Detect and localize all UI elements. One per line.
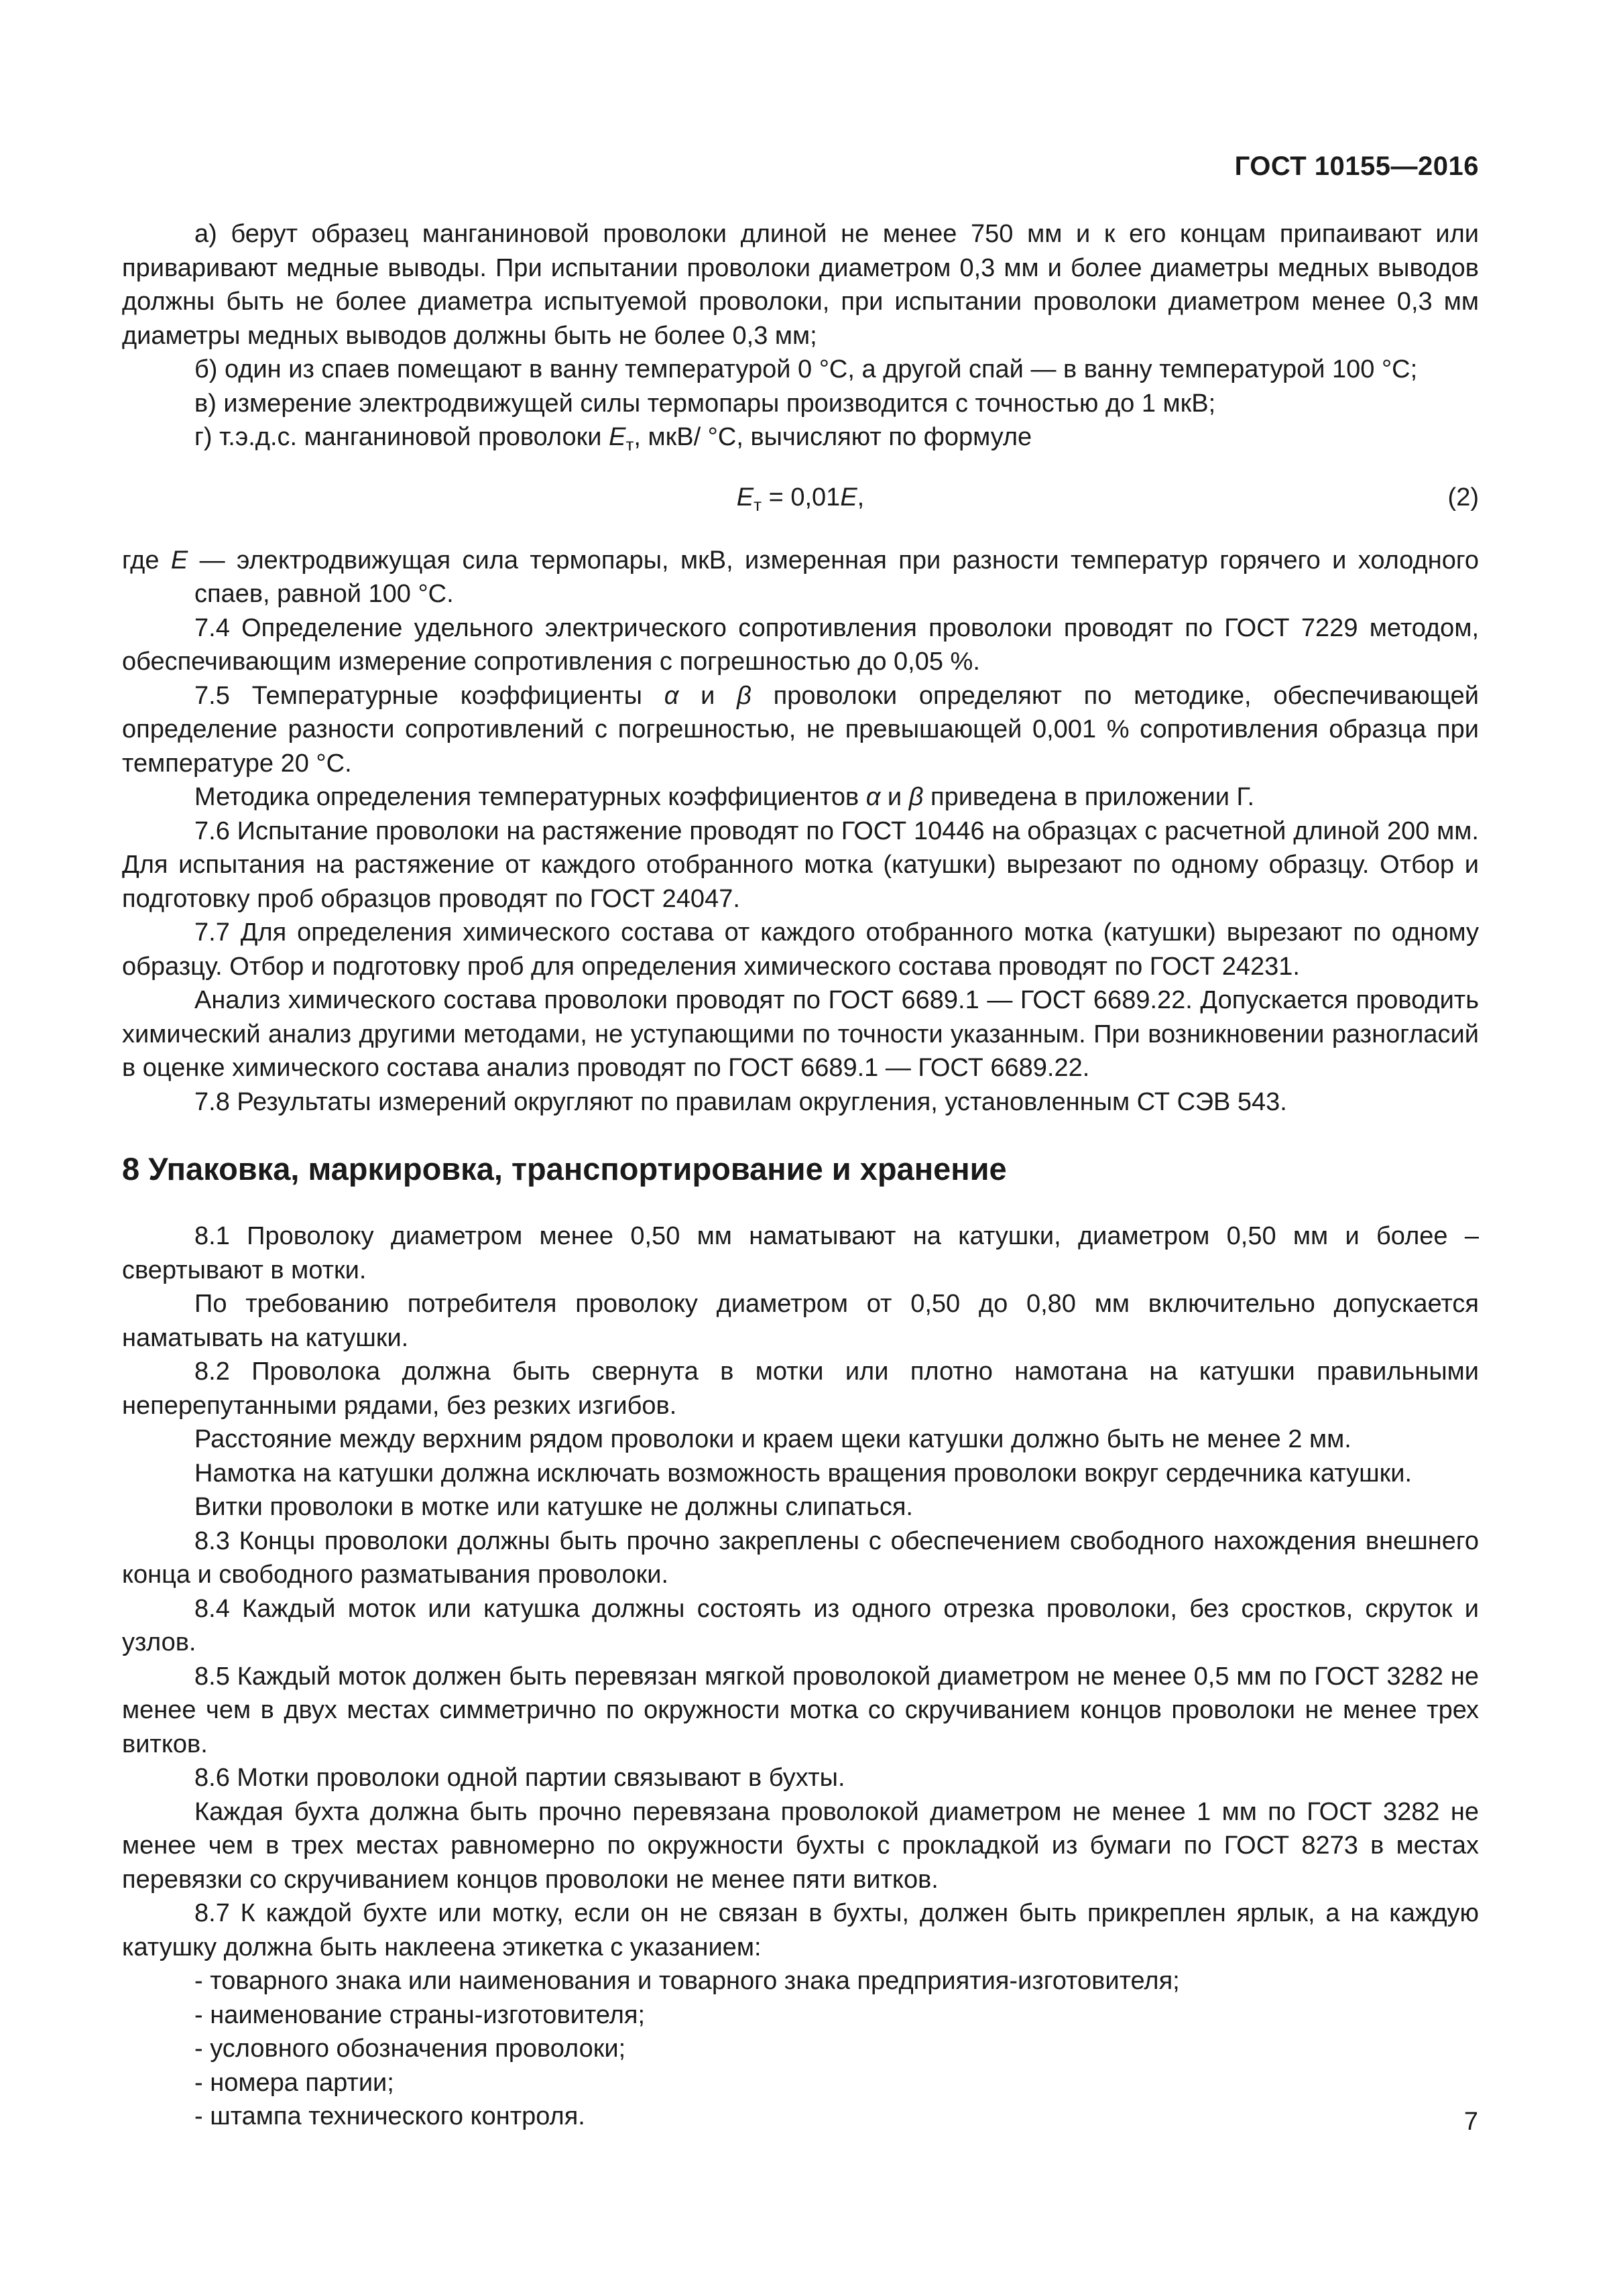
paragraph-8-7: 8.7 К каждой бухте или мотку, если он не связан в бухты, должен быть прикреплен ярлык, а на каждую катушку должна быть наклеена этикетка с указанием:: [122, 1899, 1479, 1961]
formula-2: [122, 481, 1479, 514]
list-item: - штампа технического контроля.: [194, 2102, 585, 2130]
where-variable: E: [170, 546, 188, 575]
page-body: [122, 217, 1479, 2134]
paragraph-8-2-c: Намотка на катушки должна исключать возможность вращения проволоки вокруг сердечника катушки.: [194, 1459, 1412, 1488]
paragraph-g: [122, 420, 1479, 457]
beta-symbol-2: β: [908, 783, 924, 811]
paragraph-7-6: 7.6 Испытание проволоки на растяжение проводят по ГОСТ 10446 на образцах с расчетной длиной 200 мм. Для испытания на растяжение от каждого отобранного мотка (катушки) вырезают по одному образцу. Отбор и подготовку проб образцов проводят по ГОСТ 24047.: [122, 817, 1479, 913]
paragraph-8-2-d: Витки проволоки в мотке или катушке не должны слипаться.: [194, 1493, 913, 1521]
paragraph-7-8: 7.8 Результаты измерений округляют по правилам округления, установленным СТ СЭВ 543.: [194, 1087, 1287, 1116]
paragraph-b: б) один из спаев помещают в ванну температурой 0 °С, а другой спай — в ванну температурой 100 °С;: [194, 355, 1418, 383]
paragraph-7-4: 7.4 Определение удельного электрического сопротивления проволоки проводят по ГОСТ 7229 методом, обеспечивающим измерение сопротивления с погрешностью до 0,05 %.: [122, 613, 1479, 676]
paragraph-8-6-b: Каждая бухта должна быть прочно перевязана проволокой диаметром не менее 1 мм по ГОСТ 3282 не менее чем в трех местах равномерно по окружности бухты с прокладкой из бумаги по ГОСТ 8273 в местах перевязки со скручиванием концов проволоки не менее пяти витков.: [122, 1797, 1479, 1894]
paragraph-g-variable: E: [609, 423, 626, 451]
p7-5-end: проволоки определяют по методике, обеспечивающей определение разности сопротивлений с погрешностью, не превышающей 0,001 % сопротивления образца при температуре 20 °С.: [122, 681, 1480, 778]
page-number: 7: [1463, 2108, 1478, 2136]
paragraph-7-5: [122, 679, 1479, 781]
paragraph-7-7: 7.7 Для определения химического состава от каждого отобранного мотка (катушки) вырезают по одному образцу. Отбор и подготовку проб для определения химического состава проводят по ГОСТ 24231.: [122, 918, 1479, 981]
paragraph-v: в) измерение электродвижущей силы термопары производится с точностью до 1 мкВ;: [194, 389, 1216, 418]
paragraph-7-7-analysis: Анализ химического состава проволоки проводят по ГОСТ 6689.1 — ГОСТ 6689.22. Допускается проводить химический анализ другими методами, не уступающими по точности указанным. При возникновении разногласий в оценке химического состава анализ проводят по ГОСТ 6689.1 — ГОСТ 6689.22.: [122, 986, 1479, 1082]
label-contents-list: [122, 1964, 1479, 2134]
alpha-symbol-2: α: [865, 783, 881, 811]
formula-rhs-variable: E: [840, 483, 857, 511]
formula-explanation: [122, 544, 1479, 611]
method-end: приведена в приложении Г.: [923, 783, 1255, 811]
paragraph-8-5: 8.5 Каждый моток должен быть перевязан мягкой проволокой диаметром не менее 0,5 мм по ГОСТ 3282 не менее чем в двух местах симметрично по окружности мотка со скручиванием концов проволоки не менее трех витков.: [122, 1662, 1479, 1758]
method-start: Методика определения температурных коэффициентов: [194, 783, 866, 811]
p7-5-and: и: [678, 681, 737, 710]
p7-5-start: 7.5 Температурные коэффициенты: [194, 681, 664, 710]
paragraph-8-6: 8.6 Мотки проволоки одной партии связывают в бухты.: [194, 1764, 845, 1792]
alpha-symbol: α: [664, 681, 679, 710]
paragraph-8-2: 8.2 Проволока должна быть свернута в мотки или плотно намотана на катушки правильными неперепутанными рядами, без резких изгибов.: [122, 1357, 1479, 1420]
paragraph-8-4: 8.4 Каждый моток или катушка должны состоять из одного отрезка проволоки, без сростков, скруток и узлов.: [122, 1594, 1479, 1656]
paragraph-g-prefix: г) т.э.д.с. манганиновой проволоки: [194, 423, 609, 451]
paragraph-8-2-b: Расстояние между верхним рядом проволоки и краем щеки катушки должно быть не менее 2 мм.: [194, 1425, 1351, 1453]
standard-code: ГОСТ 10155—2016: [1234, 152, 1479, 181]
paragraph-g-subscript: т: [625, 434, 634, 455]
paragraph-a: а) берут образец манганиновой проволоки длиной не менее 750 мм и к его концам припаивают или приваривают медные выводы. При испытании проволоки диаметром 0,3 мм и более диаметры медных выводов должны быть не более диаметра испытуемой проволоки, при испытании проволоки диаметром менее 0,3 мм диаметры медных выводов должны быть не более 0,3 мм;: [122, 220, 1479, 350]
list-item: - условного обозначения проволоки;: [194, 2035, 626, 2063]
paragraph-8-3: 8.3 Концы проволоки должны быть прочно закреплены с обеспечением свободного нахождения внешнего конца и свободного разматывания проволоки.: [122, 1526, 1479, 1589]
list-item: - номера партии;: [194, 2068, 394, 2097]
formula-middle: = 0,01: [762, 483, 841, 511]
beta-symbol: β: [737, 681, 752, 710]
paragraph-method: [122, 780, 1479, 814]
section-8-title: 8 Упаковка, маркировка, транспортирование и хранение: [122, 1151, 1007, 1187]
method-and: и: [880, 783, 909, 811]
list-item: - товарного знака или наименования и товарного знака предприятия-изготовителя;: [194, 1967, 1180, 1995]
paragraph-8-1: 8.1 Проволоку диаметром менее 0,50 мм наматывают на катушки, диаметром 0,50 мм и более – свертывают в мотки.: [122, 1222, 1479, 1284]
formula-lhs-variable: E: [736, 483, 754, 511]
paragraph-8-1-b: По требованию потребителя проволоку диаметром от 0,50 до 0,80 мм включительно допускается наматывать на катушки.: [122, 1290, 1479, 1352]
formula-expression: [122, 481, 1479, 517]
formula-end: ,: [857, 483, 865, 511]
paragraph-g-suffix: , мкВ/ °С, вычисляют по формуле: [634, 423, 1032, 451]
where-prefix: где: [122, 546, 171, 575]
formula-lhs-subscript: т: [754, 494, 762, 515]
list-item: - наименование страны-изготовителя;: [194, 2000, 646, 2029]
where-text: — электродвижущая сила термопары, мкВ, измеренная при разности температур горячего и холодного спаев, равной 100 °С.: [188, 546, 1479, 608]
formula-number: (2): [1447, 483, 1479, 511]
